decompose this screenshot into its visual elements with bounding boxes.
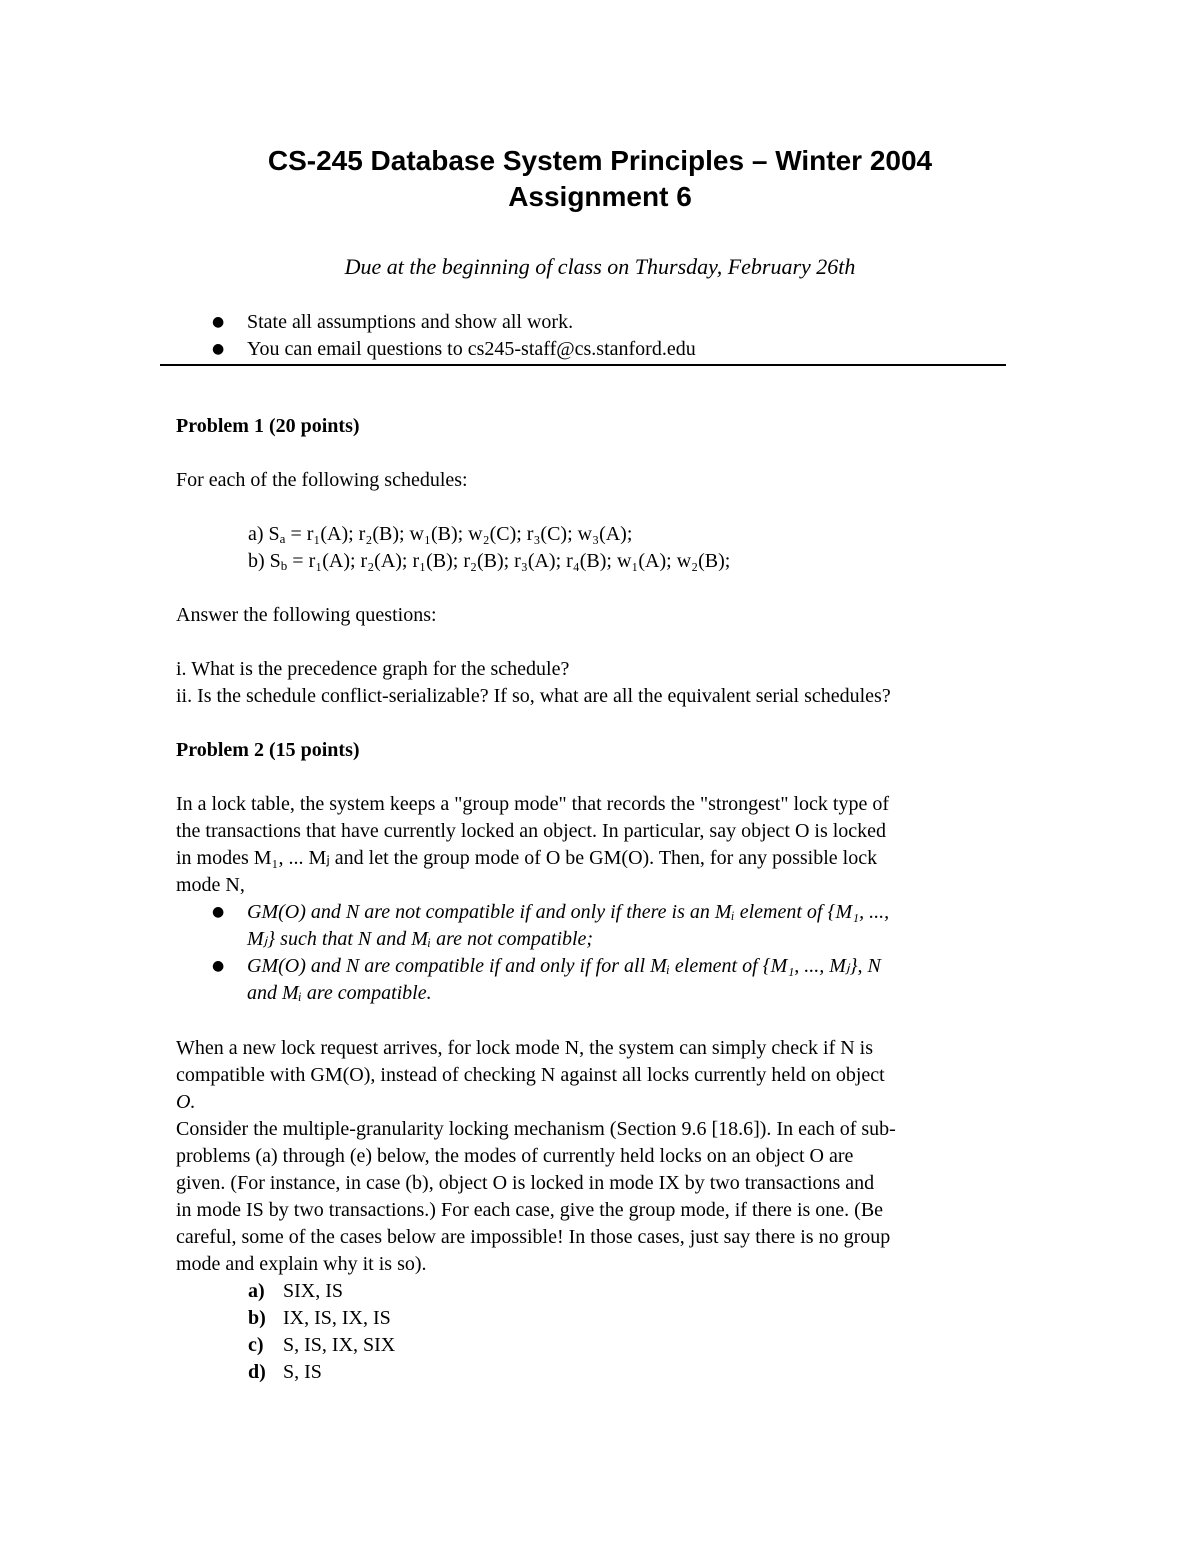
paragraph-line: In a lock table, the system keeps a "group mode" that records the "strongest" lock type of bbox=[176, 793, 890, 815]
header-divider bbox=[160, 364, 1006, 366]
schedule-b-body: = r₁(A); r₂(A); r₁(B); r₂(B); r₃(A); r₄(B); w₁(A); w₂(B); bbox=[287, 550, 731, 572]
case-label: c) bbox=[248, 1334, 264, 1356]
case-value: S, IS bbox=[283, 1361, 322, 1383]
question-ii: ii. Is the schedule conflict-serializable? If so, what are all the equivalent serial schedules? bbox=[176, 685, 891, 707]
due-date: Due at the beginning of class on Thursday, February 26th bbox=[344, 254, 856, 279]
rule-2-line: and Mᵢ are compatible. bbox=[247, 982, 432, 1004]
document-title: CS-245 Database System Principles – Winter 2004 bbox=[267, 145, 933, 176]
paragraph-line: careful, some of the cases below are impossible! In those cases, just say there is no group bbox=[176, 1226, 891, 1248]
paragraph-line: compatible with GM(O), instead of checking N against all locks currently held on object bbox=[176, 1064, 885, 1086]
rule-1-line: GM(O) and N are not compatible if and only if there is an Mᵢ element of {M₁, ..., bbox=[247, 901, 890, 923]
paragraph-line: O. bbox=[176, 1091, 196, 1113]
case-value: S, IS, IX, SIX bbox=[283, 1334, 396, 1356]
bullet-icon: ● bbox=[212, 341, 225, 357]
paragraph-line: mode N, bbox=[176, 874, 245, 896]
question-i: i. What is the precedence graph for the schedule? bbox=[176, 658, 570, 680]
instruction-1: State all assumptions and show all work. bbox=[247, 311, 574, 333]
bullet-icon: ● bbox=[212, 958, 225, 974]
schedule-a bbox=[248, 521, 632, 548]
schedule-b bbox=[248, 548, 730, 575]
answer-intro: Answer the following questions: bbox=[176, 604, 437, 626]
paragraph-line: the transactions that have currently locked an object. In particular, say object O is locked bbox=[176, 820, 887, 842]
case-label: d) bbox=[248, 1361, 266, 1383]
case-label: b) bbox=[248, 1307, 266, 1329]
paragraph-line: given. (For instance, in case (b), object O is locked in mode IX by two transactions and bbox=[176, 1172, 875, 1194]
paragraph-line: mode and explain why it is so). bbox=[176, 1253, 427, 1275]
schedule-b-subscript: b bbox=[280, 558, 288, 573]
paragraph-line: When a new lock request arrives, for lock mode N, the system can simply check if N is bbox=[176, 1037, 874, 1059]
bullet-icon: ● bbox=[212, 314, 225, 330]
paragraph-line: in modes M₁, ... Mⱼ and let the group mode of O be GM(O). Then, for any possible lock bbox=[176, 847, 878, 869]
paragraph-line: Consider the multiple-granularity locking mechanism (Section 9.6 [18.6]). In each of sub- bbox=[176, 1118, 896, 1140]
bullet-icon: ● bbox=[212, 904, 225, 920]
document-subtitle: Assignment 6 bbox=[508, 181, 692, 212]
schedule-a-body: = r₁(A); r₂(B); w₁(B); w₂(C); r₃(C); w₃(A); bbox=[285, 523, 633, 545]
rule-2-line: GM(O) and N are compatible if and only if for all Mᵢ element of {M₁, ..., Mⱼ}, N bbox=[247, 955, 881, 977]
schedule-a-subscript: a bbox=[279, 531, 286, 546]
paragraph-line: in mode IS by two transactions.) For each case, give the group mode, if there is one. (Be bbox=[176, 1199, 884, 1221]
schedule-b-prefix: b) S bbox=[248, 550, 281, 572]
paragraph-line: problems (a) through (e) below, the modes of currently held locks on an object O are bbox=[176, 1145, 854, 1167]
rule-1-line: Mⱼ} such that N and Mᵢ are not compatible; bbox=[247, 928, 594, 950]
case-value: IX, IS, IX, IS bbox=[283, 1307, 391, 1329]
schedule-a-prefix: a) S bbox=[248, 523, 280, 545]
problem-1-intro: For each of the following schedules: bbox=[176, 469, 468, 491]
problem-2-heading: Problem 2 (15 points) bbox=[176, 739, 360, 761]
instruction-2: You can email questions to cs245-staff@cs.stanford.edu bbox=[247, 338, 696, 360]
case-label: a) bbox=[248, 1280, 265, 1302]
case-value: SIX, IS bbox=[283, 1280, 344, 1302]
problem-1-heading: Problem 1 (20 points) bbox=[176, 415, 360, 437]
